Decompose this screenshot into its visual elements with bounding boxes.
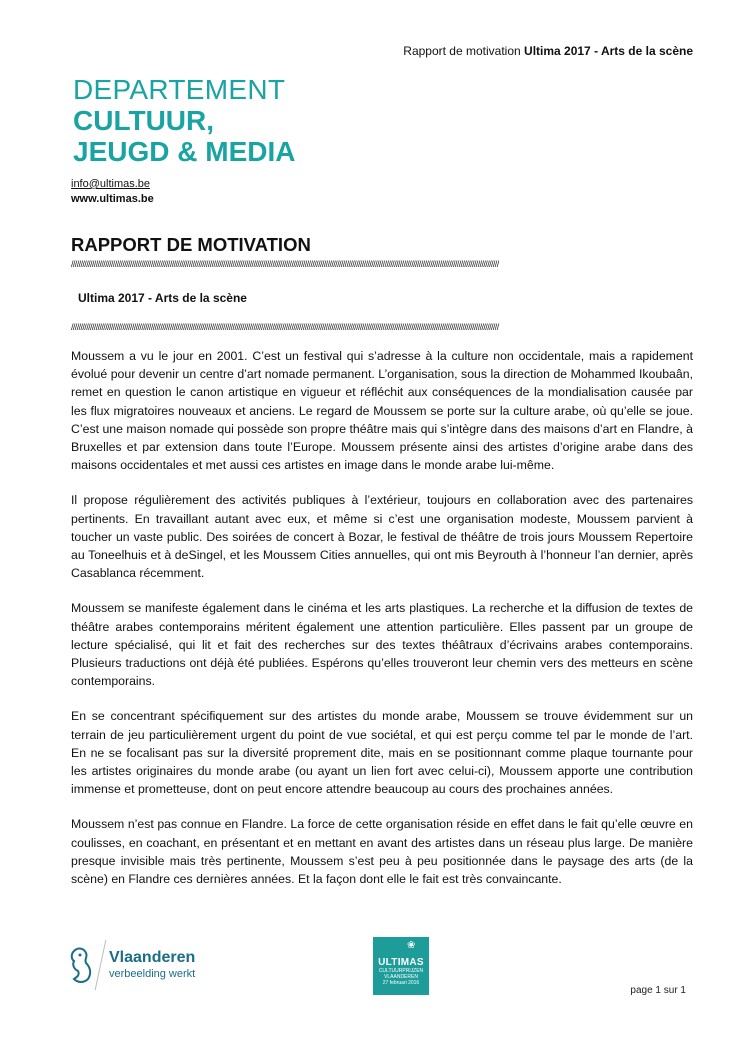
document-subtitle: Ultima 2017 - Arts de la scène — [78, 291, 247, 305]
document-title: RAPPORT DE MOTIVATION — [71, 234, 311, 255]
paragraph: Moussem n’est pas connue en Flandre. La force de cette organisation réside en effet dans le fait qu’elle œuvre en coulisses, en coachant, en présentant et en mettant en avant des artistes dans un réseau plus large. De manière presque invisible mais très pertinente, Moussem s’est peu à peu positionnée dans le paysage des arts (de la scène) en Flandre ces dernières années. Et la façon dont elle le fait est très convaincante. — [71, 817, 693, 887]
paragraph: Il propose régulièrement des activités publiques à l’extérieur, toujours en collaboration avec des partenaires pertinents. En travaillant autant avec eux, et même si c’est une organisation modeste, Moussem parvient à toucher un vaste public. Des soirées de concert à Bozar, le festival de théâtre de trois jours Moussem Repertoire au Toneelhuis et à deSingel, et les Moussem Cities annuelles, qui ont mis Beyrouth à l’honneur l’an dernier, après Casablanca récemment. — [71, 493, 693, 581]
page-number: page 1 sur 1 — [630, 985, 686, 996]
flemish-lion-icon — [68, 945, 96, 985]
department-logo — [73, 76, 295, 166]
separator-line: ///////////////////////////////////////////////////////////////////////////////////////////////////////////////////////////////////////////////////////////////////////////////////////////////////////////////////////////////// — [71, 259, 499, 269]
running-header-bold: Ultima 2017 - Arts de la scène — [524, 44, 693, 58]
running-header — [403, 44, 693, 58]
ultimas-date: 27 februari 2016 — [382, 980, 420, 986]
department-line-1: DEPARTEMENT — [73, 74, 286, 105]
body-text — [71, 347, 693, 905]
ultimas-logo — [373, 937, 429, 995]
running-header-prefix: Rapport de motivation — [403, 44, 521, 58]
ultimas-lion-icon: ❀ — [407, 940, 416, 951]
ultimas-subtitle: CULTUURPRIJZEN VLAANDEREN — [378, 968, 424, 980]
separator-line: ///////////////////////////////////////////////////////////////////////////////////////////////////////////////////////////////////////////////////////////////////////////////////////////////////////////////////////////////// — [71, 322, 499, 332]
department-line-3: JEUGD & MEDIA — [73, 136, 296, 167]
logo-divider — [95, 940, 107, 990]
vlaanderen-name: Vlaanderen — [109, 949, 196, 966]
paragraph: Moussem se manifeste également dans le cinéma et les arts plastiques. La recherche et la diffusion de textes de théâtre arabes contemporains méritent également une attention particulière. Elles passent par un groupe de lecture spécialisé, qui lit et fait des recherches sur des textes théâtraux d’écrivains arabes contemporains. Plusieurs traductions ont déjà été publiées. Espérons qu’elles trouveront leur chemin vers des metteurs en scène contemporains. — [71, 601, 693, 689]
ultimas-title: ULTIMAS — [378, 957, 424, 968]
department-line-2: CULTUUR, — [73, 105, 215, 136]
vlaanderen-logo — [68, 940, 195, 990]
website-link[interactable]: www.ultimas.be — [71, 193, 154, 205]
paragraph: Moussem a vu le jour en 2001. C’est un festival qui s’adresse à la culture non occidentale, mais a rapidement évolué pour devenir un centre d’art nomade permanent. L’organisation, sous la direction de Mohammed Ikoubaân, remet en question le canon artistique en vigueur et réfléchit aux conséquences de la mondialisation causée par les flux migratoires nouveaux et anciens. Le regard de Moussem se porte sur la culture arabe, où qu’elle se joue. C’est une maison nomade qui possède son propre théâtre mais qui s’intègre dans des maisons d’art en Flandre, à Bruxelles et par extension dans toute l’Europe. Moussem présente ainsi des artistes d’origine arabe dans des maisons occidentales et met aussi ces artistes en image dans le monde arabe lui-même. — [71, 349, 693, 473]
vlaanderen-tagline: verbeelding werkt — [109, 968, 196, 980]
paragraph: En se concentrant spécifiquement sur des artistes du monde arabe, Moussem se trouve évidemment sur un terrain de jeu particulièrement urgent du point de vue sociétal, et qui est perçu comme tel par le monde de l’art. En ne se focalisant pas sur la diversité proprement dite, mais en se positionnant comme plaque tournante pour les artistes originaires du monde arabe (ou ayant un lien fort avec celui-ci), Moussem apporte une contribution immense et prometteuse, dont on peut encore attendre beaucoup au cours des prochaines années. — [71, 709, 693, 797]
email-link[interactable]: info@ultimas.be — [71, 178, 151, 190]
contact-block — [71, 177, 154, 207]
